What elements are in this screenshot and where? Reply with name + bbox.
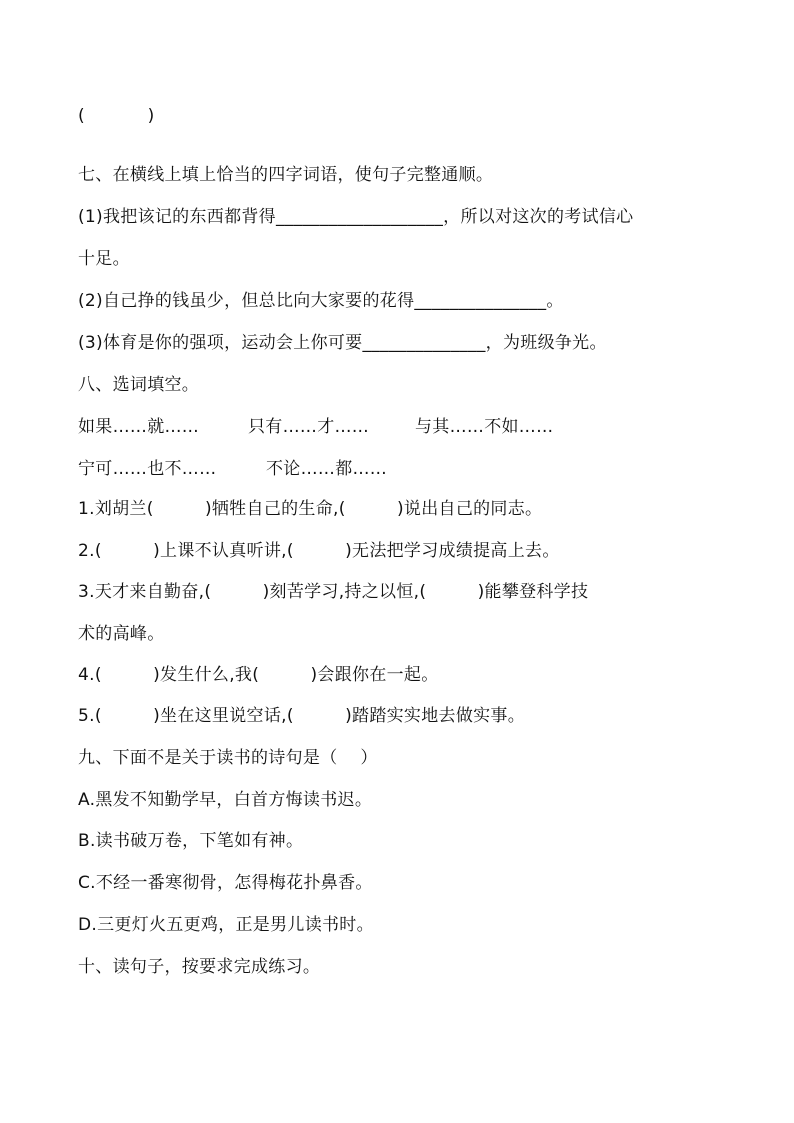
word-bank-option: 如果……就…… [78, 417, 200, 437]
question-9-option-d: D.三更灯火五更鸡，正是男儿读书时。 [78, 915, 374, 935]
question-7-item-1-continued: 十足。 [78, 249, 130, 269]
answer-blank-parentheses: ( ) [78, 106, 155, 126]
question-8-item-4: 4.( )发生什么,我( )会跟你在一起。 [78, 665, 439, 685]
question-9-option-a: A.黑发不知勤学早，白首方悔读书迟。 [78, 790, 373, 810]
question-9-option-c: C.不经一番寒彻骨，怎得梅花扑鼻香。 [78, 873, 373, 893]
word-bank-row-2 [78, 457, 678, 481]
question-7-item-2: (2)自己挣的钱虽少，但总比向大家要的花得_______________。 [78, 291, 564, 311]
question-8-item-5: 5.( )坐在这里说空话,( )踏踏实实地去做实事。 [78, 706, 526, 726]
question-10-title: 十、读句子，按要求完成练习。 [78, 957, 321, 977]
question-8-item-3: 3.天才来自勤奋,( )刻苦学习,持之以恒,( )能攀登科学技 [78, 582, 589, 602]
word-bank-option: 不论……都…… [266, 459, 388, 479]
question-8-title: 八、选词填空。 [78, 375, 200, 395]
word-bank-row-1 [78, 415, 678, 439]
question-8-item-3-continued: 术的高峰。 [78, 624, 165, 644]
question-7-item-1: (1)我把该记的东西都背得___________________，所以对这次的考试信心 [78, 207, 634, 227]
question-8-item-2: 2.( )上课不认真听讲,( )无法把学习成绩提高上去。 [78, 541, 560, 561]
word-bank-option: 只有……才…… [248, 417, 370, 437]
question-9-title: 九、下面不是关于读书的诗句是（ ） [78, 748, 378, 768]
word-bank-option: 与其……不如…… [415, 417, 554, 437]
question-7-item-3: (3)体育是你的强项，运动会上你可要______________，为班级争光。 [78, 333, 607, 353]
question-9-option-b: B.读书破万卷，下笔如有神。 [78, 831, 304, 851]
question-8-item-1: 1.刘胡兰( )牺牲自己的生命,( )说出自己的同志。 [78, 499, 543, 519]
word-bank-option: 宁可……也不…… [78, 459, 217, 479]
question-7-title: 七、在横线上填上恰当的四字词语，使句子完整通顺。 [78, 165, 494, 185]
